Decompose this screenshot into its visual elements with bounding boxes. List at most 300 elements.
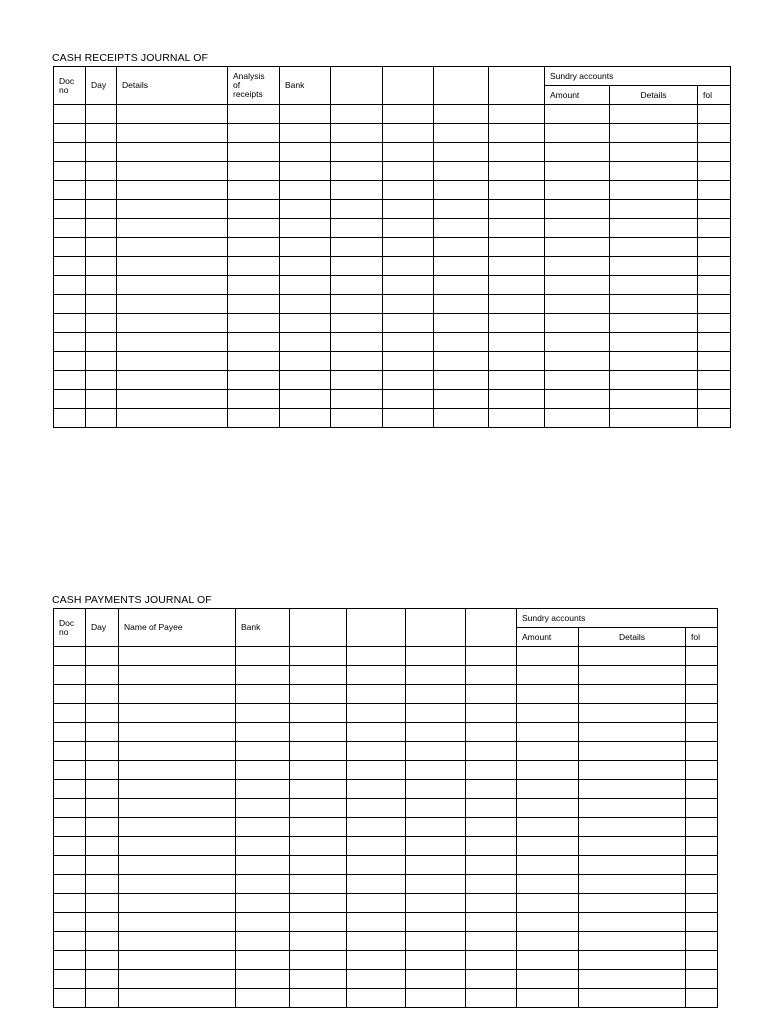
entry-cell[interactable] [86,723,119,742]
entry-cell[interactable] [290,894,347,913]
entry-cell[interactable] [383,409,434,428]
entry-cell[interactable] [517,875,579,894]
entry-cell[interactable] [280,371,331,390]
entry-cell[interactable] [86,856,119,875]
entry-cell[interactable] [331,390,383,409]
entry-cell[interactable] [686,647,718,666]
entry-cell[interactable] [119,685,236,704]
entry-cell[interactable] [54,685,86,704]
entry-cell[interactable] [545,219,610,238]
entry-cell[interactable] [119,818,236,837]
entry-cell[interactable] [228,200,280,219]
entry-cell[interactable] [406,818,466,837]
entry-cell[interactable] [117,143,228,162]
entry-cell[interactable] [434,352,489,371]
entry-cell[interactable] [406,913,466,932]
entry-cell[interactable] [228,124,280,143]
entry-cell[interactable] [579,875,686,894]
entry-cell[interactable] [517,742,579,761]
entry-cell[interactable] [117,238,228,257]
entry-cell[interactable] [280,238,331,257]
entry-cell[interactable] [119,761,236,780]
entry-cell[interactable] [119,970,236,989]
entry-cell[interactable] [347,647,406,666]
entry-cell[interactable] [517,799,579,818]
entry-cell[interactable] [280,333,331,352]
entry-cell[interactable] [117,276,228,295]
entry-cell[interactable] [331,143,383,162]
entry-cell[interactable] [86,913,119,932]
entry-cell[interactable] [347,970,406,989]
entry-cell[interactable] [347,913,406,932]
entry-cell[interactable] [434,295,489,314]
entry-cell[interactable] [347,894,406,913]
entry-cell[interactable] [86,989,119,1008]
entry-cell[interactable] [545,181,610,200]
entry-cell[interactable] [236,856,290,875]
entry-cell[interactable] [383,162,434,181]
entry-cell[interactable] [331,162,383,181]
entry-cell[interactable] [331,333,383,352]
entry-cell[interactable] [517,951,579,970]
entry-cell[interactable] [489,162,545,181]
entry-cell[interactable] [698,276,731,295]
entry-cell[interactable] [383,105,434,124]
entry-cell[interactable] [579,666,686,685]
entry-cell[interactable] [86,647,119,666]
entry-cell[interactable] [579,913,686,932]
entry-cell[interactable] [86,352,117,371]
entry-cell[interactable] [119,666,236,685]
entry-cell[interactable] [489,333,545,352]
entry-cell[interactable] [119,894,236,913]
entry-cell[interactable] [117,124,228,143]
entry-cell[interactable] [117,257,228,276]
entry-cell[interactable] [228,314,280,333]
entry-cell[interactable] [236,780,290,799]
entry-cell[interactable] [406,723,466,742]
entry-cell[interactable] [228,219,280,238]
entry-cell[interactable] [86,409,117,428]
entry-cell[interactable] [466,913,517,932]
entry-cell[interactable] [383,200,434,219]
entry-cell[interactable] [579,761,686,780]
entry-cell[interactable] [686,723,718,742]
entry-cell[interactable] [434,124,489,143]
entry-cell[interactable] [86,799,119,818]
entry-cell[interactable] [579,932,686,951]
entry-cell[interactable] [86,238,117,257]
entry-cell[interactable] [579,780,686,799]
entry-cell[interactable] [228,238,280,257]
entry-cell[interactable] [290,685,347,704]
entry-cell[interactable] [331,371,383,390]
entry-cell[interactable] [54,371,86,390]
entry-cell[interactable] [579,799,686,818]
entry-cell[interactable] [406,647,466,666]
entry-cell[interactable] [698,219,731,238]
entry-cell[interactable] [54,105,86,124]
entry-cell[interactable] [545,295,610,314]
entry-cell[interactable] [686,666,718,685]
entry-cell[interactable] [236,761,290,780]
entry-cell[interactable] [54,647,86,666]
entry-cell[interactable] [434,238,489,257]
entry-cell[interactable] [117,352,228,371]
entry-cell[interactable] [545,333,610,352]
entry-cell[interactable] [290,647,347,666]
entry-cell[interactable] [383,238,434,257]
entry-cell[interactable] [489,295,545,314]
entry-cell[interactable] [698,143,731,162]
entry-cell[interactable] [54,352,86,371]
entry-cell[interactable] [698,162,731,181]
entry-cell[interactable] [86,143,117,162]
entry-cell[interactable] [54,989,86,1008]
entry-cell[interactable] [579,742,686,761]
entry-cell[interactable] [406,666,466,685]
entry-cell[interactable] [686,837,718,856]
entry-cell[interactable] [383,314,434,333]
entry-cell[interactable] [434,162,489,181]
entry-cell[interactable] [119,875,236,894]
entry-cell[interactable] [489,276,545,295]
entry-cell[interactable] [54,181,86,200]
entry-cell[interactable] [545,200,610,219]
entry-cell[interactable] [517,780,579,799]
entry-cell[interactable] [466,780,517,799]
entry-cell[interactable] [466,932,517,951]
entry-cell[interactable] [119,742,236,761]
entry-cell[interactable] [489,143,545,162]
entry-cell[interactable] [406,989,466,1008]
entry-cell[interactable] [686,989,718,1008]
entry-cell[interactable] [434,371,489,390]
entry-cell[interactable] [228,105,280,124]
entry-cell[interactable] [347,685,406,704]
entry-cell[interactable] [331,219,383,238]
entry-cell[interactable] [236,875,290,894]
entry-cell[interactable] [290,856,347,875]
entry-cell[interactable] [545,276,610,295]
entry-cell[interactable] [117,409,228,428]
entry-cell[interactable] [466,875,517,894]
entry-cell[interactable] [119,856,236,875]
entry-cell[interactable] [545,105,610,124]
entry-cell[interactable] [489,238,545,257]
entry-cell[interactable] [228,162,280,181]
entry-cell[interactable] [698,333,731,352]
entry-cell[interactable] [610,333,698,352]
entry-cell[interactable] [406,704,466,723]
entry-cell[interactable] [54,913,86,932]
entry-cell[interactable] [86,105,117,124]
entry-cell[interactable] [86,685,119,704]
entry-cell[interactable] [117,181,228,200]
entry-cell[interactable] [280,390,331,409]
entry-cell[interactable] [610,162,698,181]
entry-cell[interactable] [406,856,466,875]
entry-cell[interactable] [280,409,331,428]
entry-cell[interactable] [466,856,517,875]
entry-cell[interactable] [698,181,731,200]
entry-cell[interactable] [545,124,610,143]
entry-cell[interactable] [686,685,718,704]
entry-cell[interactable] [686,970,718,989]
entry-cell[interactable] [545,143,610,162]
entry-cell[interactable] [54,856,86,875]
entry-cell[interactable] [119,780,236,799]
entry-cell[interactable] [466,894,517,913]
entry-cell[interactable] [280,295,331,314]
entry-cell[interactable] [406,875,466,894]
entry-cell[interactable] [290,742,347,761]
entry-cell[interactable] [54,837,86,856]
entry-cell[interactable] [280,181,331,200]
entry-cell[interactable] [119,932,236,951]
entry-cell[interactable] [434,181,489,200]
entry-cell[interactable] [610,181,698,200]
entry-cell[interactable] [383,143,434,162]
entry-cell[interactable] [331,124,383,143]
entry-cell[interactable] [383,352,434,371]
entry-cell[interactable] [86,276,117,295]
entry-cell[interactable] [280,124,331,143]
entry-cell[interactable] [347,761,406,780]
entry-cell[interactable] [489,105,545,124]
entry-cell[interactable] [545,371,610,390]
entry-cell[interactable] [406,951,466,970]
entry-cell[interactable] [698,295,731,314]
entry-cell[interactable] [290,761,347,780]
entry-cell[interactable] [331,352,383,371]
entry-cell[interactable] [545,257,610,276]
entry-cell[interactable] [119,723,236,742]
entry-cell[interactable] [686,742,718,761]
entry-cell[interactable] [610,238,698,257]
entry-cell[interactable] [517,761,579,780]
entry-cell[interactable] [579,894,686,913]
entry-cell[interactable] [686,704,718,723]
entry-cell[interactable] [86,970,119,989]
entry-cell[interactable] [54,704,86,723]
entry-cell[interactable] [119,704,236,723]
entry-cell[interactable] [610,352,698,371]
entry-cell[interactable] [610,409,698,428]
entry-cell[interactable] [54,951,86,970]
entry-cell[interactable] [331,276,383,295]
entry-cell[interactable] [86,780,119,799]
entry-cell[interactable] [517,704,579,723]
entry-cell[interactable] [466,970,517,989]
entry-cell[interactable] [383,219,434,238]
entry-cell[interactable] [489,181,545,200]
entry-cell[interactable] [610,390,698,409]
entry-cell[interactable] [228,352,280,371]
entry-cell[interactable] [236,989,290,1008]
entry-cell[interactable] [466,704,517,723]
entry-cell[interactable] [54,238,86,257]
entry-cell[interactable] [610,371,698,390]
entry-cell[interactable] [466,761,517,780]
entry-cell[interactable] [280,200,331,219]
entry-cell[interactable] [466,685,517,704]
entry-cell[interactable] [489,409,545,428]
entry-cell[interactable] [347,837,406,856]
entry-cell[interactable] [117,314,228,333]
entry-cell[interactable] [489,371,545,390]
entry-cell[interactable] [331,257,383,276]
entry-cell[interactable] [686,875,718,894]
entry-cell[interactable] [347,780,406,799]
entry-cell[interactable] [236,742,290,761]
entry-cell[interactable] [228,181,280,200]
entry-cell[interactable] [86,894,119,913]
entry-cell[interactable] [54,970,86,989]
entry-cell[interactable] [117,295,228,314]
entry-cell[interactable] [54,932,86,951]
entry-cell[interactable] [236,704,290,723]
entry-cell[interactable] [54,723,86,742]
entry-cell[interactable] [347,989,406,1008]
entry-cell[interactable] [686,951,718,970]
entry-cell[interactable] [119,913,236,932]
entry-cell[interactable] [489,390,545,409]
entry-cell[interactable] [610,124,698,143]
entry-cell[interactable] [54,333,86,352]
entry-cell[interactable] [517,723,579,742]
entry-cell[interactable] [54,143,86,162]
entry-cell[interactable] [280,143,331,162]
entry-cell[interactable] [54,666,86,685]
entry-cell[interactable] [117,105,228,124]
entry-cell[interactable] [698,371,731,390]
entry-cell[interactable] [54,162,86,181]
entry-cell[interactable] [406,742,466,761]
entry-cell[interactable] [545,314,610,333]
entry-cell[interactable] [228,371,280,390]
entry-cell[interactable] [54,875,86,894]
entry-cell[interactable] [280,257,331,276]
entry-cell[interactable] [331,105,383,124]
entry-cell[interactable] [698,314,731,333]
entry-cell[interactable] [290,780,347,799]
entry-cell[interactable] [86,390,117,409]
entry-cell[interactable] [686,932,718,951]
entry-cell[interactable] [347,666,406,685]
entry-cell[interactable] [119,647,236,666]
entry-cell[interactable] [117,390,228,409]
entry-cell[interactable] [579,951,686,970]
entry-cell[interactable] [466,799,517,818]
entry-cell[interactable] [290,818,347,837]
entry-cell[interactable] [228,276,280,295]
entry-cell[interactable] [290,970,347,989]
entry-cell[interactable] [610,276,698,295]
entry-cell[interactable] [489,124,545,143]
entry-cell[interactable] [698,200,731,219]
entry-cell[interactable] [517,894,579,913]
entry-cell[interactable] [434,143,489,162]
entry-cell[interactable] [236,799,290,818]
entry-cell[interactable] [579,837,686,856]
entry-cell[interactable] [54,200,86,219]
entry-cell[interactable] [236,837,290,856]
entry-cell[interactable] [331,314,383,333]
entry-cell[interactable] [331,181,383,200]
entry-cell[interactable] [383,295,434,314]
entry-cell[interactable] [610,105,698,124]
entry-cell[interactable] [466,837,517,856]
entry-cell[interactable] [54,276,86,295]
entry-cell[interactable] [119,951,236,970]
entry-cell[interactable] [610,200,698,219]
entry-cell[interactable] [686,894,718,913]
entry-cell[interactable] [236,932,290,951]
entry-cell[interactable] [117,333,228,352]
entry-cell[interactable] [236,723,290,742]
entry-cell[interactable] [290,704,347,723]
entry-cell[interactable] [86,875,119,894]
entry-cell[interactable] [383,371,434,390]
entry-cell[interactable] [579,685,686,704]
entry-cell[interactable] [517,818,579,837]
entry-cell[interactable] [610,257,698,276]
entry-cell[interactable] [347,932,406,951]
entry-cell[interactable] [86,704,119,723]
entry-cell[interactable] [86,932,119,951]
entry-cell[interactable] [686,913,718,932]
entry-cell[interactable] [434,409,489,428]
entry-cell[interactable] [280,352,331,371]
entry-cell[interactable] [517,837,579,856]
entry-cell[interactable] [86,257,117,276]
entry-cell[interactable] [434,390,489,409]
entry-cell[interactable] [347,704,406,723]
entry-cell[interactable] [228,143,280,162]
entry-cell[interactable] [698,105,731,124]
entry-cell[interactable] [434,105,489,124]
entry-cell[interactable] [86,219,117,238]
entry-cell[interactable] [290,932,347,951]
entry-cell[interactable] [86,951,119,970]
entry-cell[interactable] [466,723,517,742]
entry-cell[interactable] [117,162,228,181]
entry-cell[interactable] [686,799,718,818]
entry-cell[interactable] [228,333,280,352]
entry-cell[interactable] [466,742,517,761]
entry-cell[interactable] [119,799,236,818]
entry-cell[interactable] [406,894,466,913]
entry-cell[interactable] [290,837,347,856]
entry-cell[interactable] [698,409,731,428]
entry-cell[interactable] [86,200,117,219]
entry-cell[interactable] [228,409,280,428]
entry-cell[interactable] [280,219,331,238]
entry-cell[interactable] [517,932,579,951]
entry-cell[interactable] [610,314,698,333]
entry-cell[interactable] [54,257,86,276]
entry-cell[interactable] [434,200,489,219]
entry-cell[interactable] [290,951,347,970]
entry-cell[interactable] [610,295,698,314]
entry-cell[interactable] [236,913,290,932]
entry-cell[interactable] [489,257,545,276]
entry-cell[interactable] [86,295,117,314]
entry-cell[interactable] [545,238,610,257]
entry-cell[interactable] [489,219,545,238]
entry-cell[interactable] [236,666,290,685]
